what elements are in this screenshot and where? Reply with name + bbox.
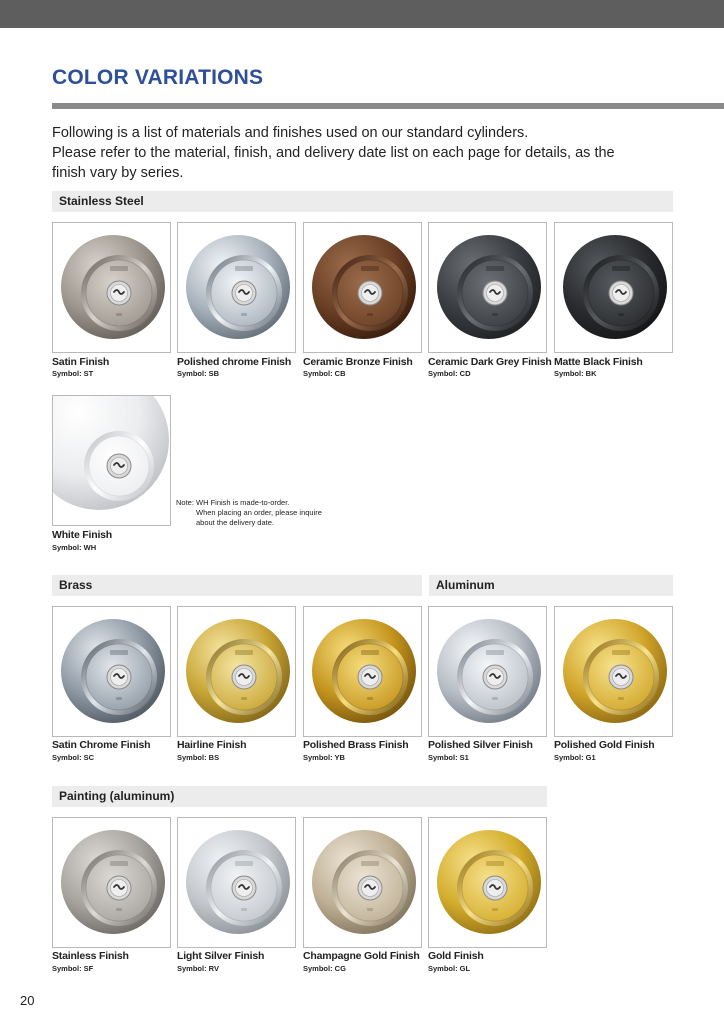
finish-card [177, 606, 296, 737]
section-header-brass: Brass [52, 575, 422, 596]
engraving-mark [492, 697, 498, 700]
finish-name: Polished Silver Finish [428, 739, 533, 751]
page-number: 20 [20, 993, 35, 1008]
engraving-mark [235, 266, 253, 271]
engraving-mark [612, 266, 630, 271]
finish-card [52, 395, 171, 526]
finish-card [303, 817, 422, 948]
finish-card [177, 222, 296, 353]
section-header-stainless-steel: Stainless Steel [52, 191, 673, 212]
engraving-mark [486, 266, 504, 271]
intro-paragraph [52, 123, 692, 183]
finish-symbol: Symbol: YB [303, 753, 345, 762]
finish-name: Light Silver Finish [177, 950, 265, 962]
engraving-mark [361, 650, 379, 655]
finish-card [428, 606, 547, 737]
engraving-mark [235, 650, 253, 655]
finish-symbol: Symbol: SC [52, 753, 95, 762]
finish-symbol: Symbol: ST [52, 369, 94, 378]
page-title: COLOR VARIATIONS [52, 66, 264, 89]
finish-card [303, 222, 422, 353]
finish-card [554, 606, 673, 737]
engraving-mark [618, 313, 624, 316]
engraving-mark [612, 650, 630, 655]
engraving-mark [361, 266, 379, 271]
finish-symbol: Symbol: BK [554, 369, 597, 378]
finish-card [303, 606, 422, 737]
finish-card [52, 817, 171, 948]
finish-symbol: Symbol: CB [303, 369, 346, 378]
finish-card [52, 606, 171, 737]
note-line: Note: WH Finish is made-to-order. [176, 498, 290, 507]
finish-symbol: Symbol: G1 [554, 753, 596, 762]
engraving-mark [116, 313, 122, 316]
engraving-mark [110, 266, 128, 271]
engraving-mark [492, 313, 498, 316]
finish-card [554, 222, 673, 353]
finish-name: Ceramic Bronze Finish [303, 356, 413, 368]
engraving-mark [116, 697, 122, 700]
finish-symbol: Symbol: SB [177, 369, 220, 378]
engraving-mark [618, 697, 624, 700]
intro-line: finish vary by series. [52, 165, 184, 181]
white-finish-note [176, 498, 322, 528]
engraving-mark [241, 697, 247, 700]
engraving-mark [361, 861, 379, 866]
intro-line: Following is a list of materials and finishes used on our standard cylinders. [52, 125, 529, 141]
engraving-mark [241, 313, 247, 316]
finish-name: Satin Chrome Finish [52, 739, 151, 751]
finish-name: Champagne Gold Finish [303, 950, 420, 962]
note-line: about the delivery date. [196, 518, 274, 527]
engraving-mark [110, 650, 128, 655]
finish-symbol: Symbol: WH [52, 543, 97, 552]
engraving-mark [367, 313, 373, 316]
finish-name: Hairline Finish [177, 739, 247, 751]
engraving-mark [486, 650, 504, 655]
engraving-mark [110, 861, 128, 866]
finish-name: Polished Gold Finish [554, 739, 655, 751]
top-band [0, 0, 724, 28]
intro-line: Please refer to the material, finish, and delivery date list on each page for details, as the [52, 145, 615, 161]
engraving-mark [367, 697, 373, 700]
engraving-mark [241, 908, 247, 911]
engraving-mark [235, 861, 253, 866]
engraving-mark [486, 861, 504, 866]
finish-name: Satin Finish [52, 356, 110, 368]
finish-symbol: Symbol: SF [52, 964, 94, 973]
finish-name: White Finish [52, 529, 113, 541]
section-header-aluminum: Aluminum [429, 575, 673, 596]
finish-card [177, 817, 296, 948]
finish-symbol: Symbol: S1 [428, 753, 469, 762]
finish-symbol: Symbol: CG [303, 964, 346, 973]
finish-symbol: Symbol: RV [177, 964, 219, 973]
engraving-mark [116, 908, 122, 911]
finish-name: Polished Brass Finish [303, 739, 409, 751]
section-header-painting-aluminum: Painting (aluminum) [52, 786, 547, 807]
engraving-mark [492, 908, 498, 911]
finish-name: Gold Finish [428, 950, 484, 962]
finish-card [428, 817, 547, 948]
finish-symbol: Symbol: BS [177, 753, 220, 762]
finish-name: Polished chrome Finish [177, 356, 292, 368]
finish-card [52, 222, 171, 353]
finish-name: Matte Black Finish [554, 356, 643, 368]
finish-card [428, 222, 547, 353]
finish-name: Stainless Finish [52, 950, 129, 962]
finish-symbol: Symbol: CD [428, 369, 471, 378]
note-line: When placing an order, please inquire [196, 508, 322, 517]
engraving-mark [367, 908, 373, 911]
title-divider [52, 103, 724, 109]
finish-name: Ceramic Dark Grey Finish [428, 356, 552, 368]
finish-symbol: Symbol: GL [428, 964, 471, 973]
